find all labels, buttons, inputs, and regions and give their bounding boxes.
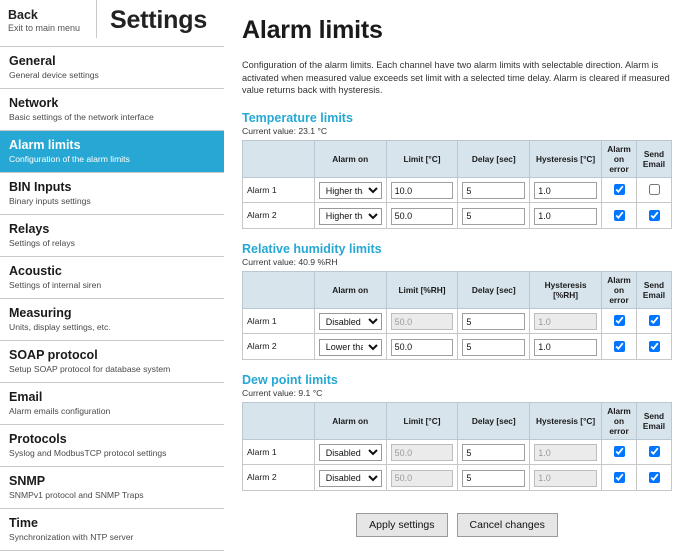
limit-cell — [386, 439, 458, 465]
delay-cell — [458, 334, 530, 360]
sidebar-item-network[interactable] — [0, 89, 224, 131]
column-header-alarm-on-error: Alarm on error — [602, 271, 637, 308]
table-row — [243, 439, 672, 465]
send-email-checkbox[interactable] — [649, 184, 660, 195]
column-header-alarm-on: Alarm on — [314, 402, 386, 439]
column-header-delay: Delay [sec] — [458, 402, 530, 439]
table-row — [243, 465, 672, 491]
column-header-send-email: Send Email — [637, 271, 672, 308]
limit-input — [391, 313, 454, 330]
alarm-on-cell — [314, 203, 386, 229]
table-header-row — [243, 402, 672, 439]
sidebar-item-label: SOAP protocol — [9, 348, 98, 362]
alarm-row-label: Alarm 2 — [243, 203, 315, 229]
alarm-on-error-checkbox[interactable] — [614, 184, 625, 195]
sidebar-item-label: SNMP — [9, 474, 46, 488]
hysteresis-input[interactable] — [534, 182, 597, 199]
column-header-hysteresis: Hysteresis [%RH] — [530, 271, 602, 308]
table-header-row — [243, 140, 672, 177]
delay-input[interactable] — [462, 339, 525, 356]
delay-cell — [458, 439, 530, 465]
alarm-on-error-checkbox[interactable] — [614, 210, 625, 221]
section-temperature-limits — [242, 111, 686, 229]
column-header-blank — [243, 140, 315, 177]
apply-settings-button[interactable]: Apply settings — [356, 513, 447, 537]
sidebar-item-desc: Setup SOAP protocol for database system — [9, 364, 171, 374]
limit-cell — [386, 177, 458, 203]
alarm-row-label: Alarm 1 — [243, 308, 315, 334]
limit-cell — [386, 334, 458, 360]
send-email-cell — [637, 308, 672, 334]
sidebar-item-label: Email — [9, 390, 43, 404]
send-email-cell — [637, 203, 672, 229]
back-button-title: Back — [8, 8, 38, 22]
alarm-on-error-checkbox[interactable] — [614, 315, 625, 326]
sidebar-item-desc: Binary inputs settings — [9, 196, 91, 206]
column-header-alarm-on-error: Alarm on error — [602, 402, 637, 439]
limit-input — [391, 444, 454, 461]
section-title: Dew point limits — [242, 372, 338, 387]
column-header-send-email: Send Email — [637, 140, 672, 177]
alarm-on-select[interactable] — [319, 470, 382, 487]
hysteresis-cell — [530, 439, 602, 465]
alarm-limits-table — [242, 271, 672, 360]
alarm-on-error-cell — [602, 203, 637, 229]
alarm-on-select[interactable] — [319, 339, 382, 356]
alarm-limits-table — [242, 140, 672, 229]
sidebar-item-alarm-limits[interactable] — [0, 131, 224, 173]
send-email-cell — [637, 465, 672, 491]
alarm-on-cell — [314, 177, 386, 203]
column-header-alarm-on-error: Alarm on error — [602, 140, 637, 177]
sidebar-item-desc: Settings of relays — [9, 238, 75, 248]
sidebar-item-label: Measuring — [9, 306, 72, 320]
alarm-on-cell — [314, 334, 386, 360]
column-header-alarm-on: Alarm on — [314, 271, 386, 308]
alarm-on-select[interactable] — [319, 444, 382, 461]
sidebar-item-label: Alarm limits — [9, 138, 81, 152]
sidebar-item-label: Protocols — [9, 432, 67, 446]
cancel-changes-button[interactable]: Cancel changes — [457, 513, 558, 537]
sidebar-item-label: Relays — [9, 222, 50, 236]
hysteresis-input — [534, 444, 597, 461]
sidebar-item-desc: Synchronization with NTP server — [9, 532, 134, 542]
delay-input[interactable] — [462, 208, 525, 225]
limit-cell — [386, 308, 458, 334]
sidebar-item-time[interactable] — [0, 509, 224, 551]
section-current-value: Current value: 40.9 %RH — [242, 256, 338, 267]
alarm-on-error-checkbox[interactable] — [614, 341, 625, 352]
hysteresis-cell — [530, 177, 602, 203]
send-email-checkbox[interactable] — [649, 446, 660, 457]
section-relative-humidity-limits — [242, 242, 686, 360]
alarm-on-error-cell — [602, 308, 637, 334]
alarm-on-error-checkbox[interactable] — [614, 446, 625, 457]
delay-input[interactable] — [462, 182, 525, 199]
delay-input[interactable] — [462, 444, 525, 461]
sidebar — [0, 0, 225, 542]
delay-input[interactable] — [462, 470, 525, 487]
sidebar-item-label: General — [9, 54, 56, 68]
alarm-on-error-cell — [602, 177, 637, 203]
alarm-on-error-cell — [602, 334, 637, 360]
sidebar-nav — [0, 46, 224, 551]
table-row — [243, 334, 672, 360]
send-email-cell — [637, 177, 672, 203]
sidebar-item-email[interactable] — [0, 383, 224, 425]
section-title: Temperature limits — [242, 110, 353, 125]
delay-cell — [458, 177, 530, 203]
delay-cell — [458, 203, 530, 229]
sidebar-item-desc: Syslog and ModbusTCP protocol settings — [9, 448, 167, 458]
column-header-limit: Limit [%RH] — [386, 271, 458, 308]
sidebar-item-soap-protocol[interactable] — [0, 341, 224, 383]
sidebar-item-desc: Configuration of the alarm limits — [9, 154, 130, 164]
hysteresis-cell — [530, 203, 602, 229]
column-header-delay: Delay [sec] — [458, 271, 530, 308]
section-current-value: Current value: 23.1 °C — [242, 125, 328, 136]
send-email-checkbox[interactable] — [649, 210, 660, 221]
sidebar-item-snmp[interactable] — [0, 467, 224, 509]
table-row — [243, 203, 672, 229]
delay-cell — [458, 308, 530, 334]
delay-cell — [458, 465, 530, 491]
sidebar-item-label: Time — [9, 516, 38, 530]
alarm-limit-sections — [242, 111, 686, 491]
limit-input[interactable] — [391, 208, 454, 225]
page-title: Alarm limits — [242, 16, 383, 44]
send-email-checkbox[interactable] — [649, 315, 660, 326]
column-header-limit: Limit [°C] — [386, 402, 458, 439]
sidebar-item-desc: Alarm emails configuration — [9, 406, 111, 416]
table-header-row — [243, 271, 672, 308]
alarm-row-label: Alarm 2 — [243, 465, 315, 491]
send-email-cell — [637, 439, 672, 465]
sidebar-item-desc: Units, display settings, etc. — [9, 322, 111, 332]
alarm-on-cell — [314, 439, 386, 465]
limit-input — [391, 470, 454, 487]
column-header-alarm-on: Alarm on — [314, 140, 386, 177]
sidebar-item-acoustic[interactable] — [0, 257, 224, 299]
sidebar-item-desc: General device settings — [9, 70, 99, 80]
column-header-blank — [243, 402, 315, 439]
send-email-cell — [637, 334, 672, 360]
alarm-on-error-checkbox[interactable] — [614, 472, 625, 483]
hysteresis-cell — [530, 308, 602, 334]
sidebar-item-label: BIN Inputs — [9, 180, 72, 194]
send-email-checkbox[interactable] — [649, 472, 660, 483]
alarm-on-cell — [314, 308, 386, 334]
column-header-blank — [243, 271, 315, 308]
column-header-limit: Limit [°C] — [386, 140, 458, 177]
alarm-on-select[interactable] — [319, 182, 382, 199]
section-title: Relative humidity limits — [242, 241, 382, 256]
sidebar-item-measuring[interactable] — [0, 299, 224, 341]
sidebar-item-desc: SNMPv1 protocol and SNMP Traps — [9, 490, 144, 500]
section-dew-point-limits — [242, 373, 686, 491]
sidebar-header — [0, 0, 224, 46]
main-content — [225, 0, 700, 531]
table-row — [243, 308, 672, 334]
limit-cell — [386, 203, 458, 229]
back-button-subtitle: Exit to main menu — [8, 23, 81, 33]
hysteresis-cell — [530, 334, 602, 360]
column-header-send-email: Send Email — [637, 402, 672, 439]
send-email-checkbox[interactable] — [649, 341, 660, 352]
alarm-limits-table — [242, 402, 672, 491]
sidebar-item-label: Acoustic — [9, 264, 62, 278]
alarm-on-error-cell — [602, 465, 637, 491]
hysteresis-input[interactable] — [534, 208, 597, 225]
column-header-hysteresis: Hysteresis [°C] — [530, 140, 602, 177]
alarm-row-label: Alarm 1 — [243, 177, 315, 203]
action-buttons — [242, 513, 672, 537]
limit-input[interactable] — [391, 182, 454, 199]
section-current-value: Current value: 9.1 °C — [242, 387, 323, 398]
sidebar-item-relays[interactable] — [0, 215, 224, 257]
column-header-delay: Delay [sec] — [458, 140, 530, 177]
sidebar-item-bin-inputs[interactable] — [0, 173, 224, 215]
alarm-on-select[interactable] — [319, 208, 382, 225]
hysteresis-input — [534, 470, 597, 487]
sidebar-item-general[interactable] — [0, 47, 224, 89]
column-header-hysteresis: Hysteresis [°C] — [530, 402, 602, 439]
alarm-on-cell — [314, 465, 386, 491]
back-button[interactable] — [0, 0, 97, 38]
table-row — [243, 177, 672, 203]
alarm-on-error-cell — [602, 439, 637, 465]
page-description: Configuration of the alarm limits. Each channel have two alarm limits with selectable direction. Alarm is activated when measured value exceeds set limit with a selected time delay. Alarm is cleared if measured value returns back with hysteresis. — [242, 60, 670, 95]
hysteresis-input[interactable] — [534, 339, 597, 356]
sidebar-item-desc: Settings of internal siren — [9, 280, 102, 290]
sidebar-item-label: Network — [9, 96, 59, 110]
alarm-row-label: Alarm 2 — [243, 334, 315, 360]
alarm-on-select[interactable] — [319, 313, 382, 330]
sidebar-item-desc: Basic settings of the network interface — [9, 112, 154, 122]
limit-input[interactable] — [391, 339, 454, 356]
hysteresis-input — [534, 313, 597, 330]
alarm-row-label: Alarm 1 — [243, 439, 315, 465]
sidebar-item-protocols[interactable] — [0, 425, 224, 467]
delay-input[interactable] — [462, 313, 525, 330]
settings-heading: Settings — [110, 6, 208, 34]
limit-cell — [386, 465, 458, 491]
hysteresis-cell — [530, 465, 602, 491]
